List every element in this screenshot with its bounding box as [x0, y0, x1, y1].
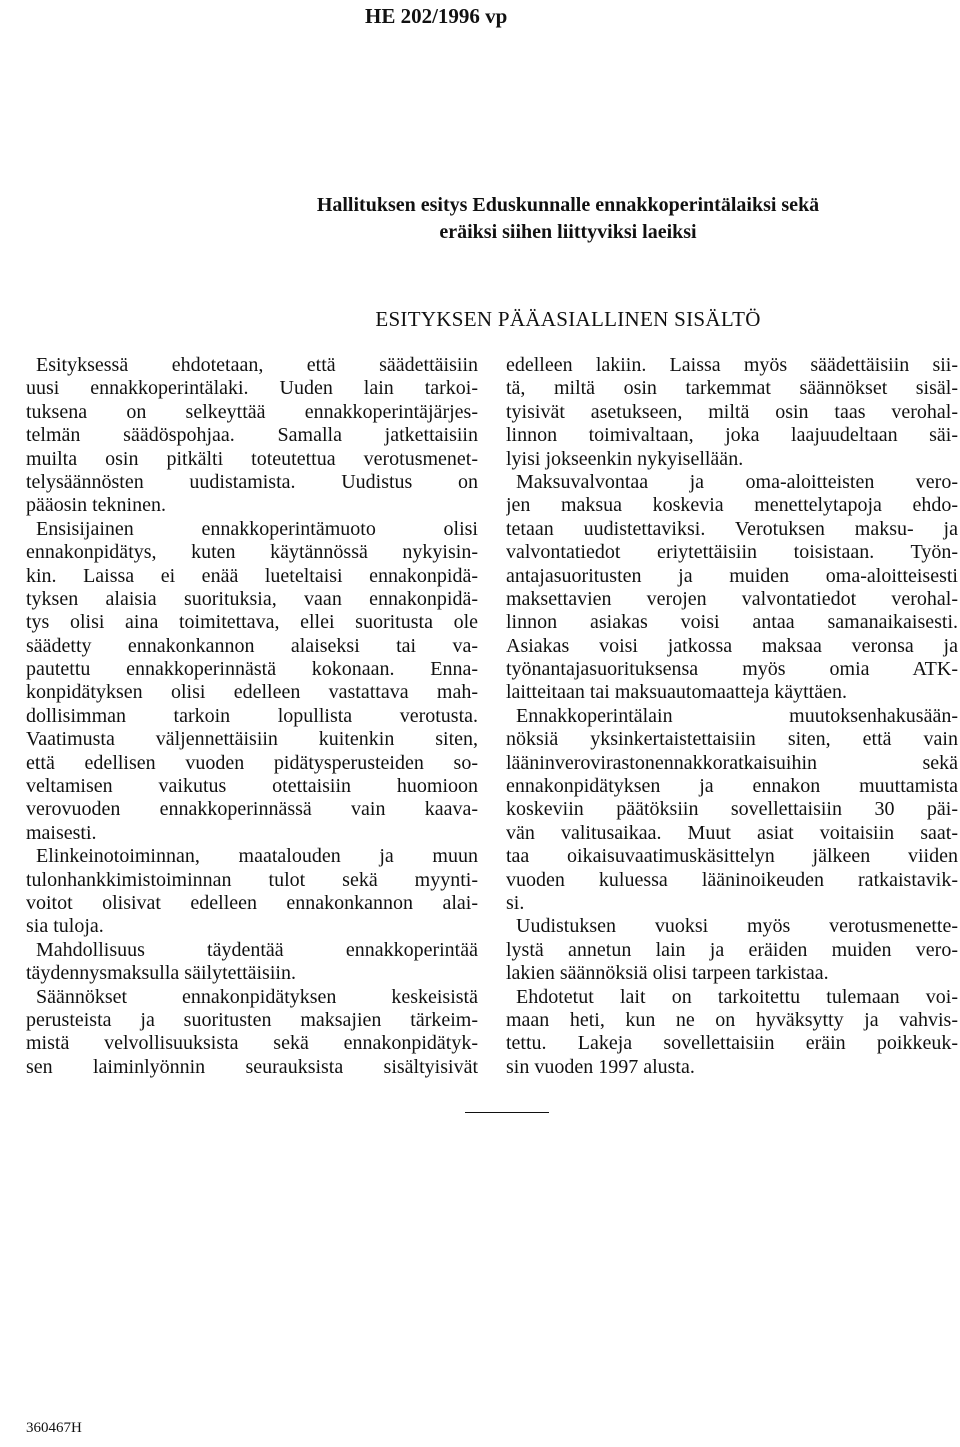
- text-line: linnon asiakas voisi antaa samanaikaisesti.: [506, 611, 958, 634]
- text-line: telmän säädöspohjaa. Samalla jatkettaisiin: [26, 424, 478, 447]
- text-line: maksettavien verojen valvontatiedot verohal-: [506, 587, 958, 610]
- text-line: si.: [506, 891, 525, 914]
- text-line: lakien säännöksiä olisi tarpeen tarkistaa.: [506, 962, 829, 985]
- text-line: Elinkeinotoiminnan, maatalouden ja muun: [36, 845, 478, 868]
- text-line: Ennakkoperintälain muutoksenhakusään-: [516, 704, 958, 727]
- text-line: koskeviin päätöksiin sovellettaisiin 30 päi-: [506, 798, 958, 821]
- text-line: voitot olisivat edelleen ennakonkannon alai-: [26, 891, 478, 914]
- text-line: konpidätyksen olisi edelleen vastattava mah-: [26, 681, 478, 704]
- title-line-1: Hallituksen esitys Eduskunnalle ennakkoperintälaiksi sekä: [316, 194, 820, 216]
- text-line: tyisivät asetukseen, miltä osin taas verohal-: [506, 400, 958, 423]
- title-line-2: eräiksi siihen liittyviksi laeiksi: [439, 221, 697, 243]
- text-line: Vaatimusta väljennettäisiin kuitenkin siten,: [26, 728, 478, 751]
- text-line: edelleen lakiin. Laissa myös säädettäisiin sii-: [506, 354, 958, 376]
- text-line: lääninverovirastonennakkoratkaisuihin sekä: [506, 751, 958, 774]
- text-line: Uudistuksen vuoksi myös verotusmenette-: [516, 915, 958, 938]
- text-line: lyisi jokseenkin nykyisellään.: [506, 447, 744, 470]
- document-title: [170, 192, 960, 246]
- text-line: mistä velvollisuuksista sekä ennakonpidätyk-: [26, 1032, 478, 1055]
- text-line: pautettu ennakkoperinnästä kokonaan. Enna-: [26, 658, 478, 681]
- text-line: säädetty ennakonkannon alaiseksi tai va-: [26, 634, 478, 657]
- text-line: verovuoden ennakkoperinnässä vain kaava-: [26, 798, 478, 821]
- text-line: Säännökset ennakonpidätyksen keskeisistä: [36, 985, 478, 1008]
- text-line: kin. Laissa ei enää lueteltaisi ennakonpidä-: [26, 564, 478, 587]
- text-line: laitteitaan tai maksuautomaatteja käyttäen.: [506, 681, 847, 704]
- text-line: vuoden kuluessa lääninoikeuden ratkaistavik-: [506, 868, 958, 891]
- text-line: Mahdollisuus täydentää ennakkoperintää: [36, 938, 478, 961]
- text-line: tyksen alaisia suorituksia, vaan ennakonpidä-: [26, 587, 478, 610]
- text-line: uusi ennakkoperintälaki. Uuden lain tarkoi-: [26, 377, 478, 400]
- text-line: Ehdotetut lait on tarkoitettu tulemaan voi-: [516, 985, 958, 1008]
- text-line: taa oikaisuvaatimuskäsittelyn jälkeen viiden: [506, 845, 958, 868]
- text-line: maisesti.: [26, 821, 97, 844]
- text-line: telysäännösten uudistamista. Uudistus on: [26, 470, 478, 493]
- text-line: linnon toimivaltaan, joka laajuudeltaan säi-: [506, 424, 958, 447]
- text-line: Ensisijainen ennakkoperintämuoto olisi: [36, 517, 478, 540]
- text-line: ennakonpidätys, kuten käytännössä nykyisin-: [26, 541, 478, 564]
- text-line: tuksena on selkeyttää ennakkoperintäjärjes-: [26, 400, 478, 423]
- text-line: tulonhankkimistoiminnan tulot sekä myynti-: [26, 868, 478, 891]
- text-line: tä, miltä osin tarkemmat säännökset sisäl-: [506, 377, 958, 400]
- text-line: maan heti, kun ne on hyväksytty ja vahvis-: [506, 1008, 958, 1031]
- text-line: tettu. Lakeja sovellettaisiin eräin poikkeuk-: [506, 1032, 958, 1055]
- document-id: HE 202/1996 vp: [365, 4, 508, 28]
- text-line: työnantajasuorituksensa myös omia ATK-: [506, 658, 958, 681]
- text-line: nöksiä yksinkertaistettaisiin siten, että vain: [506, 728, 958, 751]
- text-line: jen maksua koskevia menettelytapoja ehdo-: [506, 494, 958, 517]
- text-line: tetaan uudistettaviksi. Verotuksen maksu- ja: [506, 517, 958, 540]
- text-line: täydennysmaksulla säilytettäisiin.: [26, 962, 296, 985]
- left-column: [26, 354, 478, 1079]
- right-column: [506, 354, 958, 1079]
- text-line: vän valitusaikaa. Muut asiat voitaisiin saat-: [506, 821, 958, 844]
- text-line: Esityksessä ehdotetaan, että säädettäisiin: [36, 354, 478, 376]
- text-line: pääosin tekninen.: [26, 494, 166, 517]
- end-divider: [465, 1112, 549, 1113]
- text-line: veltamisen vaikutus otettaisiin huomioon: [26, 775, 478, 798]
- text-line: Asiakas voisi jatkossa maksaa veronsa ja: [506, 634, 958, 657]
- text-line: että edellisen vuoden pidätysperusteiden so-: [26, 751, 478, 774]
- text-line: sia tuloja.: [26, 915, 104, 938]
- section-heading: ESITYKSEN PÄÄASIALLINEN SISÄLTÖ: [375, 307, 761, 331]
- text-line: antajasuoritusten ja muiden oma-aloitteisesti: [506, 564, 958, 587]
- text-line: muilta osin pitkälti toteutettua verotusmenet-: [26, 447, 478, 470]
- text-line: sen laiminlyönnin seurauksista sisältyisivät: [26, 1055, 478, 1078]
- footer-code: 360467H: [26, 1420, 82, 1436]
- text-line: sin vuoden 1997 alusta.: [506, 1055, 695, 1078]
- text-line: Maksuvalvontaa ja oma-aloitteisten vero-: [516, 470, 958, 493]
- text-line: tys olisi aina toimitettava, ellei suoritusta ole: [26, 611, 478, 634]
- text-line: ennakonpidätyksen ja ennakon muuttamista: [506, 775, 958, 798]
- text-line: lystä annetun lain ja eräiden muiden vero-: [506, 938, 958, 961]
- text-line: perusteista ja suoritusten maksajien tärkeim-: [26, 1008, 478, 1031]
- text-line: valvontatiedot eriytettäisiin toisistaan. Työn-: [506, 541, 958, 564]
- text-line: dollisimman tarkoin lopullista verotusta.: [26, 704, 478, 727]
